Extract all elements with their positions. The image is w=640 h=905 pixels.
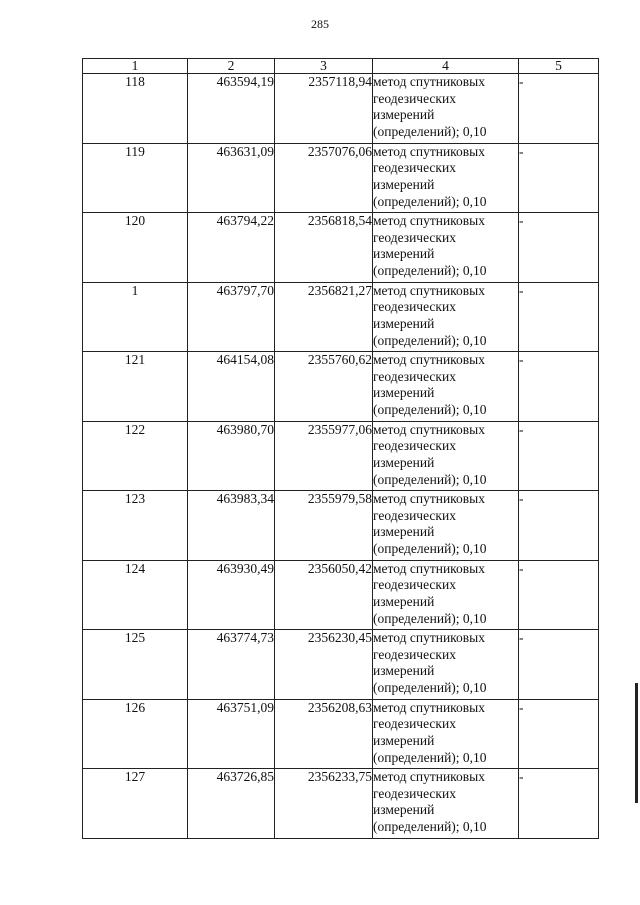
method-cell: метод спутниковых геодезических измерений (определений); 0,10	[373, 282, 519, 352]
method-cell: метод спутниковых геодезических измерений (определений); 0,10	[373, 352, 519, 422]
x-coordinate-cell: 463930,49	[188, 560, 275, 630]
y-coordinate-cell: 2356050,42	[275, 560, 373, 630]
note-cell: -	[519, 74, 599, 144]
method-cell: метод спутниковых геодезических измерений (определений); 0,10	[373, 769, 519, 839]
point-number-cell: 120	[83, 213, 188, 283]
method-cell: метод спутниковых геодезических измерений (определений); 0,10	[373, 74, 519, 144]
table-row	[83, 421, 599, 491]
x-coordinate-cell: 463726,85	[188, 769, 275, 839]
x-coordinate-cell: 463794,22	[188, 213, 275, 283]
header-col-4: 4	[373, 59, 519, 74]
method-cell: метод спутниковых геодезических измерений (определений); 0,10	[373, 421, 519, 491]
scan-edge-mark	[635, 683, 638, 803]
x-coordinate-cell: 463774,73	[188, 630, 275, 700]
x-coordinate-cell: 463594,19	[188, 74, 275, 144]
point-number-cell: 118	[83, 74, 188, 144]
note-cell: -	[519, 213, 599, 283]
table-row	[83, 560, 599, 630]
method-cell: метод спутниковых геодезических измерений (определений); 0,10	[373, 213, 519, 283]
point-number-cell: 127	[83, 769, 188, 839]
x-coordinate-cell: 463751,09	[188, 699, 275, 769]
table-row	[83, 282, 599, 352]
method-cell: метод спутниковых геодезических измерений (определений); 0,10	[373, 630, 519, 700]
table-row	[83, 74, 599, 144]
y-coordinate-cell: 2356233,75	[275, 769, 373, 839]
point-number-cell: 126	[83, 699, 188, 769]
method-cell: метод спутниковых геодезических измерений (определений); 0,10	[373, 560, 519, 630]
table-row	[83, 213, 599, 283]
x-coordinate-cell: 464154,08	[188, 352, 275, 422]
note-cell: -	[519, 560, 599, 630]
point-number-cell: 119	[83, 143, 188, 213]
y-coordinate-cell: 2356230,45	[275, 630, 373, 700]
header-col-1: 1	[83, 59, 188, 74]
note-cell: -	[519, 769, 599, 839]
table-row	[83, 699, 599, 769]
header-row	[83, 59, 599, 74]
method-cell: метод спутниковых геодезических измерений (определений); 0,10	[373, 491, 519, 561]
table-row	[83, 352, 599, 422]
x-coordinate-cell: 463983,34	[188, 491, 275, 561]
y-coordinate-cell: 2356818,54	[275, 213, 373, 283]
header-col-3: 3	[275, 59, 373, 74]
point-number-cell: 121	[83, 352, 188, 422]
table-row	[83, 491, 599, 561]
point-number-cell: 1	[83, 282, 188, 352]
y-coordinate-cell: 2357076,06	[275, 143, 373, 213]
y-coordinate-cell: 2356821,27	[275, 282, 373, 352]
page-number: 285	[311, 17, 329, 31]
point-number-cell: 122	[83, 421, 188, 491]
y-coordinate-cell: 2355760,62	[275, 352, 373, 422]
x-coordinate-cell: 463631,09	[188, 143, 275, 213]
table-row	[83, 769, 599, 839]
point-number-cell: 123	[83, 491, 188, 561]
y-coordinate-cell: 2357118,94	[275, 74, 373, 144]
note-cell: -	[519, 282, 599, 352]
note-cell: -	[519, 352, 599, 422]
y-coordinate-cell: 2356208,63	[275, 699, 373, 769]
method-cell: метод спутниковых геодезических измерений (определений); 0,10	[373, 143, 519, 213]
note-cell: -	[519, 143, 599, 213]
header-col-5: 5	[519, 59, 599, 74]
y-coordinate-cell: 2355979,58	[275, 491, 373, 561]
point-number-cell: 125	[83, 630, 188, 700]
header-col-2: 2	[188, 59, 275, 74]
method-cell: метод спутниковых геодезических измерений (определений); 0,10	[373, 699, 519, 769]
note-cell: -	[519, 421, 599, 491]
table-body	[83, 74, 599, 839]
table-row	[83, 143, 599, 213]
table-row	[83, 630, 599, 700]
note-cell: -	[519, 630, 599, 700]
y-coordinate-cell: 2355977,06	[275, 421, 373, 491]
table-header	[83, 59, 599, 74]
coordinates-table	[82, 58, 599, 839]
point-number-cell: 124	[83, 560, 188, 630]
x-coordinate-cell: 463980,70	[188, 421, 275, 491]
note-cell: -	[519, 699, 599, 769]
x-coordinate-cell: 463797,70	[188, 282, 275, 352]
note-cell: -	[519, 491, 599, 561]
